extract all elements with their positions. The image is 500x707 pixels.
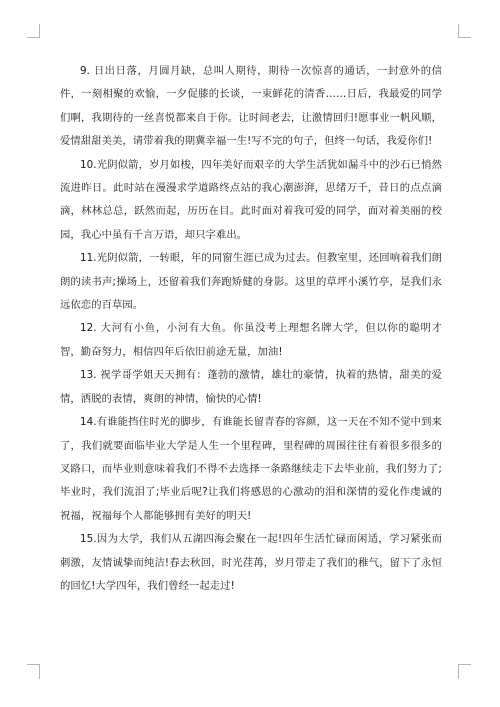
- paragraph-13: 13. 祝学哥学姐天天拥有：蓬勃的激情，雄壮的豪情，执着的热情，甜美的爱情，洒脱的表情，爽朗的神情，愉快的心情!: [60, 369, 442, 405]
- paragraph-9: 9. 日出日落，月圆月缺，总叫人期待，期待一次惊喜的通话，一封意外的信件，一刻相聚的欢愉，一夕促膝的长谈，一束鲜花的清香……日后，我最爱的同学们啊，我期待的一丝喜悦都来自于你。让时间老去，让激情回归!愿事业一帆风顺，爱情甜甜美美，请带着我的期冀幸福一生!写不完的句子，但终一句话，我爱你们!: [60, 65, 442, 148]
- paragraph-11: 11.光阴似箭，一转眼，年的同窗生涯已成为过去。但教室里，还回响着我们朗朗的读书声;操场上，还留着我们奔跑矫健的身影。这里的草坪小溪竹亭，是我们永远依恋的百草园。: [60, 252, 442, 312]
- crop-mark-bottom-right: [458, 664, 471, 679]
- document-body: [60, 60, 442, 598]
- paragraph-14: 14.有谁能挡住时光的脚步，有谁能长留青春的容颜，这一天在不知不觉中到来了，我们就要面临毕业大学是人生一个里程碑，里程碑的周围往往有着很多很多的叉路口，而毕业则意味着我们不得不去选择一条路继续走下去毕业前，我们努力了;毕业时，我们流泪了;毕业后呢?让我们将感恩的心激动的泪和深情的爱化作虔诚的祝福，祝福每个人都能够拥有美好的明天!: [60, 416, 442, 522]
- paragraph-10: 10.光阴似箭，岁月如梭，四年美好而艰辛的大学生活犹如漏斗中的沙石已悄然流进昨日。此时站在漫漫求学道路终点站的我心潮澎湃，思绪万千，昔日的点点滴滴，林林总总，跃然而起，历历在目。此时面对着我可爱的同学，面对着美丽的校园，我心中虽有千言万语，却只字难出。: [60, 158, 442, 241]
- paragraph-12: 12. 大河有小鱼，小河有大鱼。你虽没考上理想名牌大学，但以你的聪明才智，勤奋努力，相信四年后依旧前途无量，加油!: [60, 322, 442, 358]
- crop-mark-top-right: [458, 24, 471, 38]
- crop-mark-bottom-left: [27, 664, 40, 679]
- paragraph-15: 15.因为大学，我们从五湖四海会聚在一起!四年生活忙碌而闲适，学习紧张而刺激，友情诚挚而纯洁!春去秋回，时光荏苒，岁月带走了我们的稚气，留下了永恒的回忆!大学四年，我们曾经一起走过!: [60, 533, 442, 592]
- crop-mark-top-left: [27, 24, 40, 38]
